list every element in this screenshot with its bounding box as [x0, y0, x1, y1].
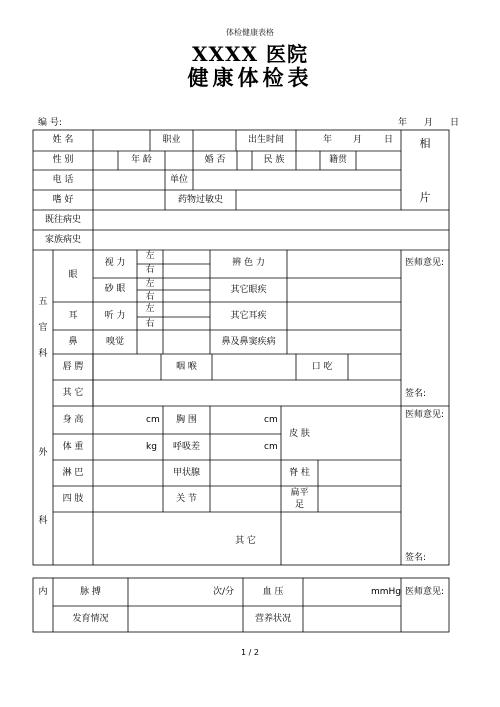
label-other-waike: 其 它: [235, 536, 256, 546]
label-other-wuguan: 其 它: [62, 388, 84, 398]
label-bp: 血 压: [262, 587, 284, 597]
label-birth: 出生时间: [247, 135, 284, 145]
form-title: 健康体检表: [187, 65, 313, 90]
hospital-name: XXXX 医院: [191, 42, 309, 66]
label-right-3: 右: [145, 319, 155, 329]
label-age: 年 龄: [131, 155, 152, 165]
label-eye: 眼: [68, 270, 78, 280]
label-left-1: 左: [145, 251, 155, 261]
label-other-eye: 其它眼疾: [230, 285, 267, 295]
label-nose: 鼻: [68, 337, 78, 347]
label-smell: 嗅觉: [105, 337, 124, 347]
label-marital: 婚 否: [204, 155, 226, 165]
label-past-history: 既往病史: [44, 215, 81, 225]
birth-year: 年: [323, 135, 333, 145]
label-sinus: 鼻及鼻窦疾病: [221, 337, 276, 347]
label-flatfoot-1: 扁平: [290, 488, 309, 498]
label-chest: 胸 围: [176, 415, 197, 425]
neike-doctor-opinion: 医师意见:: [405, 587, 445, 597]
label-height: 身 高: [62, 415, 84, 425]
birth-day: 日: [384, 135, 394, 145]
chest-unit: cm: [264, 415, 278, 425]
label-gender: 性 别: [52, 155, 74, 165]
label-pulse: 脉 搏: [80, 587, 101, 597]
section-waike-2: 科: [38, 516, 48, 526]
date-month: 月: [424, 118, 434, 128]
label-phone: 电 话: [52, 175, 74, 185]
bp-unit: mmHg: [371, 587, 402, 597]
label-allergy: 药物过敏史: [177, 195, 223, 205]
label-stutter: 口 吃: [311, 362, 333, 372]
label-hearing: 听 力: [104, 311, 126, 321]
section-waike-1: 外: [38, 448, 48, 458]
label-lymph: 淋 巴: [62, 468, 84, 478]
weight-unit: kg: [146, 442, 157, 452]
label-spine: 脊 柱: [289, 468, 310, 478]
wuguan-doctor-opinion: 医师意见:: [405, 258, 445, 268]
breath-unit: cm: [264, 442, 278, 452]
birth-month: 月: [353, 135, 363, 145]
photo-label-1: 相: [419, 137, 431, 150]
height-unit: cm: [146, 415, 160, 425]
page-number: 1 / 2: [241, 648, 259, 657]
label-family-history: 家族病史: [44, 235, 81, 245]
serial-label: 编 号:: [38, 118, 62, 128]
label-left-3: 左: [145, 304, 155, 314]
pulse-unit: 次/分: [213, 587, 235, 597]
section-wuguan-3: 科: [38, 349, 48, 359]
label-name: 姓 名: [52, 135, 74, 145]
waike-doctor-opinion: 医师意见:: [405, 410, 445, 420]
label-ethnic: 民 族: [263, 155, 285, 165]
label-trachoma: 砂 眼: [104, 284, 126, 294]
photo-label-2: 片: [419, 191, 431, 204]
label-weight: 体 重: [62, 442, 84, 452]
section-wuguan-2: 官: [38, 323, 48, 333]
label-unit: 单位: [169, 175, 188, 185]
label-growth: 发育情况: [72, 614, 109, 624]
label-right-2: 右: [145, 292, 155, 302]
label-color-vision: 辨 色 力: [232, 258, 265, 268]
label-thyroid: 甲状腺: [172, 468, 200, 478]
label-lips: 唇 腭: [62, 362, 84, 372]
section-wuguan-1: 五: [38, 297, 48, 307]
label-throat: 咽 喉: [176, 362, 197, 372]
label-right-1: 右: [145, 265, 155, 275]
label-limbs: 四 肢: [62, 494, 84, 504]
label-nutrition: 营养状况: [254, 614, 291, 624]
label-joint: 关 节: [176, 494, 197, 504]
date-year: 年: [398, 118, 408, 128]
label-other-ear: 其它耳疾: [230, 311, 267, 321]
date-day: 日: [450, 118, 460, 128]
label-breath: 呼吸差: [172, 442, 200, 452]
section-neike: 内: [38, 587, 48, 597]
label-vision: 视 力: [104, 258, 126, 268]
label-hobby: 嗜 好: [52, 195, 74, 205]
label-skin: 皮 肤: [289, 429, 310, 439]
label-ear: 耳: [68, 311, 78, 321]
wuguan-sign: 签名:: [405, 389, 427, 399]
label-flatfoot-2: 足: [294, 500, 304, 510]
waike-sign: 签名:: [405, 553, 427, 563]
label-native: 籍贯: [328, 155, 347, 165]
label-occupation: 职业: [162, 135, 181, 145]
page-header: 体检健康表格: [226, 28, 274, 37]
label-left-2: 左: [145, 279, 155, 289]
